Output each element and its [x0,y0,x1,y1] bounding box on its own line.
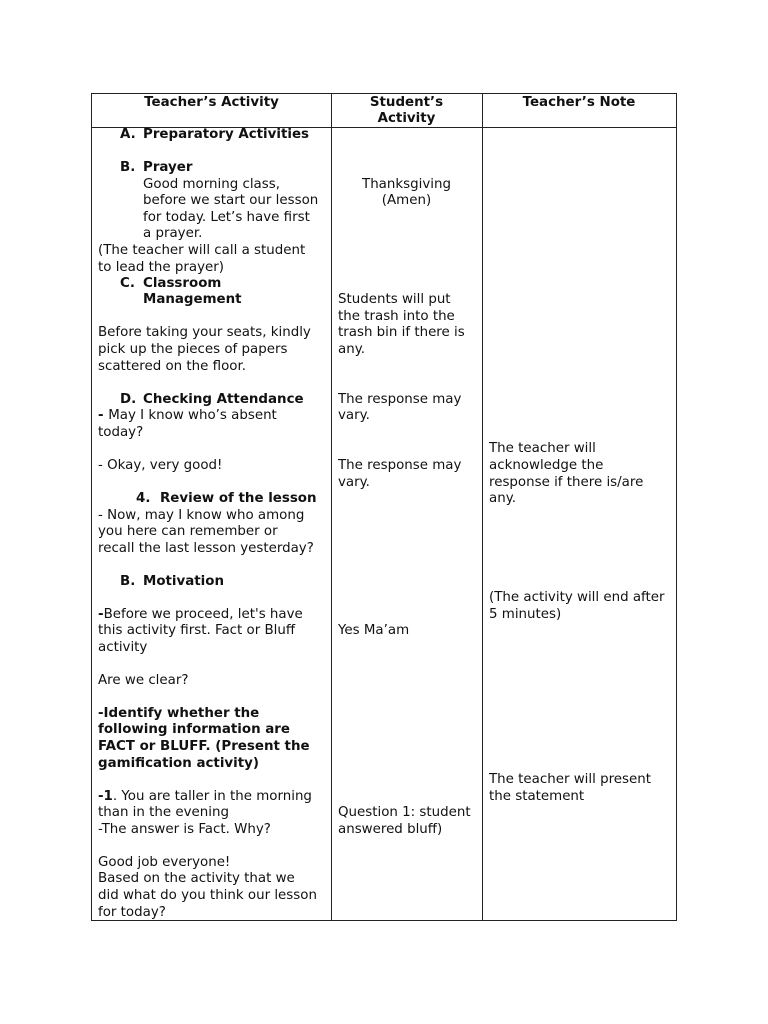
text-line: -1. You are taller in the morning [98,789,312,804]
text-line: for today. Let’s have first [143,210,310,225]
text-line: to lead the prayer) [98,260,224,275]
text-line: vary. [338,475,370,490]
text-line: a prayer. [143,226,203,241]
header-teacher-note: Teacher’s Note [522,95,636,110]
instruction-line: -Identify whether the [98,706,260,721]
text-line: Good job everyone! [98,855,231,870]
text-line: -The answer is Fact. Why? [98,822,271,837]
text-line: pick up the pieces of papers [98,342,288,357]
text-line: Question 1: student [338,805,471,820]
instruction-line: gamification activity) [98,756,259,771]
text-line: - Now, may I know who among [98,508,305,523]
text-line: vary. [338,408,370,423]
text-line: Students will put [338,292,451,307]
text-line: before we start our lesson [143,193,319,208]
column-divider [331,94,332,920]
text-line: Are we clear? [98,673,189,688]
text-line: Good morning class, [143,177,280,192]
text-line: acknowledge the [489,458,604,473]
section-heading: Review of the lesson [160,491,317,506]
section-heading: Classroom [143,276,222,291]
instruction-line: following information are [98,722,290,737]
text-line: the trash into the [338,309,455,324]
text-line: did what do you think our lesson [98,888,317,903]
text-line: activity [98,640,148,655]
text-line: (Amen) [381,193,432,208]
section-heading: Preparatory Activities [143,127,310,142]
text-line: The teacher will present [489,772,651,787]
list-marker: B. [120,574,136,589]
list-marker: C. [120,276,135,291]
section-heading: Checking Attendance [143,392,304,407]
text-line: (The teacher will call a student [98,243,306,258]
text-line: than in the evening [98,805,229,820]
text-line: Before taking your seats, kindly [98,325,311,340]
text-line: The response may [338,392,462,407]
text-line: scattered on the floor. [98,359,247,374]
section-heading: Motivation [143,574,225,589]
column-divider [482,94,483,920]
list-marker: D. [120,392,137,407]
text-line: the statement [489,789,585,804]
text-line: Thanksgiving [362,177,451,192]
header-teacher-activity: Teacher’s Activity [144,95,279,110]
text-line: The teacher will [489,441,596,456]
section-heading: Prayer [143,160,193,175]
text-line: Yes Ma’am [338,623,410,638]
header-student-activity: Student’s Activity [369,95,444,126]
list-marker: A. [120,127,136,142]
text-line: today? [98,425,144,440]
text-line: answered bluff) [338,822,443,837]
text-line: - May I know who’s absent [98,408,277,423]
section-heading: Management [143,292,242,307]
text-line: any. [489,491,516,506]
text-line: recall the last lesson yesterday? [98,541,314,556]
text-line: response if there is/are [489,475,644,490]
text-line: any. [338,342,365,357]
text-line: you here can remember or [98,524,278,539]
text-line: for today? [98,905,166,920]
text-line: The response may [338,458,462,473]
text-line: this activity first. Fact or Bluff [98,623,296,638]
text-line: 5 minutes) [489,607,562,622]
text-line: (The activity will end after [489,590,665,605]
list-marker: 4. [136,491,151,506]
text-line: Based on the activity that we [98,871,295,886]
instruction-line: FACT or BLUFF. (Present the [98,739,310,754]
text-line: -Before we proceed, let's have [98,607,303,622]
list-marker: B. [120,160,136,175]
text-line: trash bin if there is [338,325,465,340]
text-line: - Okay, very good! [98,458,223,473]
